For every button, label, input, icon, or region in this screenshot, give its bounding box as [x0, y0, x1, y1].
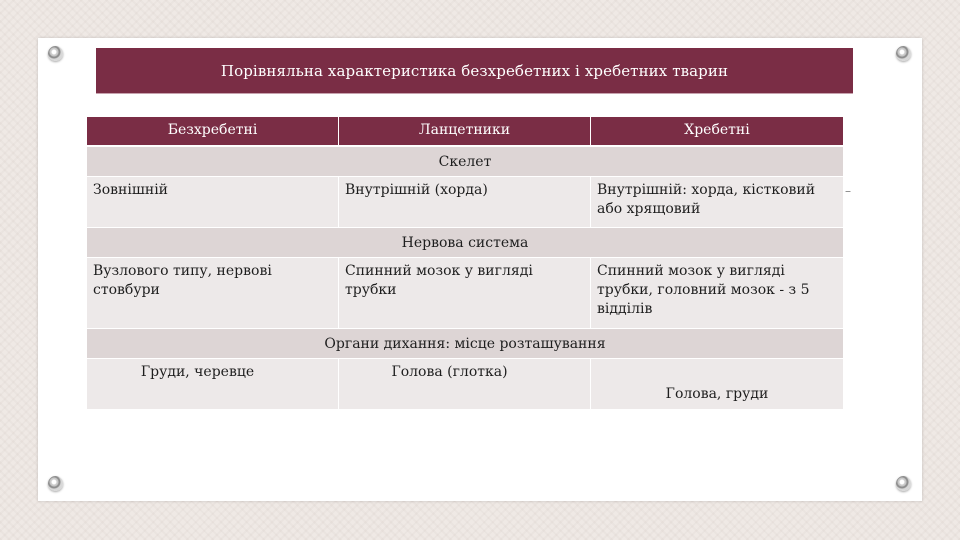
pin-icon [896, 46, 911, 61]
pin-icon [48, 46, 63, 61]
table-cell: Вузлового типу, нервові стовбури [87, 258, 339, 328]
table-row [87, 359, 843, 410]
section-row-respiratory [87, 329, 843, 359]
section-heading: Органи дихання: місце розташування [324, 336, 606, 352]
pin-icon [48, 476, 63, 491]
table-cell: Голова, груди [665, 386, 769, 402]
table-header-row [87, 117, 843, 147]
table-cell: Зовнішній [87, 177, 339, 227]
header-invertebrates: Безхребетні [87, 117, 339, 145]
header-lancelets: Ланцетники [339, 117, 591, 145]
section-row-skeleton [87, 147, 843, 177]
table-cell: Спинний мозок у вигляді трубки [339, 258, 591, 328]
header-vertebrates: Хребетні [684, 122, 750, 138]
side-mark: – [845, 184, 851, 198]
pin-icon [896, 476, 911, 491]
section-heading: Скелет [438, 154, 492, 170]
table-cell: Спинний мозок у вигляді трубки, головний мозок - з 5 відділів [597, 263, 810, 317]
table-row [87, 177, 843, 228]
slide-title-text: Порівняльна характеристика безхребетних і хребетних тварин [220, 61, 729, 80]
table-cell: Груди, черевце [87, 359, 339, 409]
section-row-nervous-system [87, 228, 843, 258]
table-cell: Внутрішній (хорда) [339, 177, 591, 227]
section-heading: Нервова система [401, 235, 529, 251]
comparison-table [87, 117, 843, 410]
slide-title [96, 48, 853, 94]
table-cell: Внутрішній: хорда, кістковий або хрящовий [597, 182, 816, 217]
table-row [87, 258, 843, 329]
table-cell: Голова (глотка) [339, 359, 591, 409]
